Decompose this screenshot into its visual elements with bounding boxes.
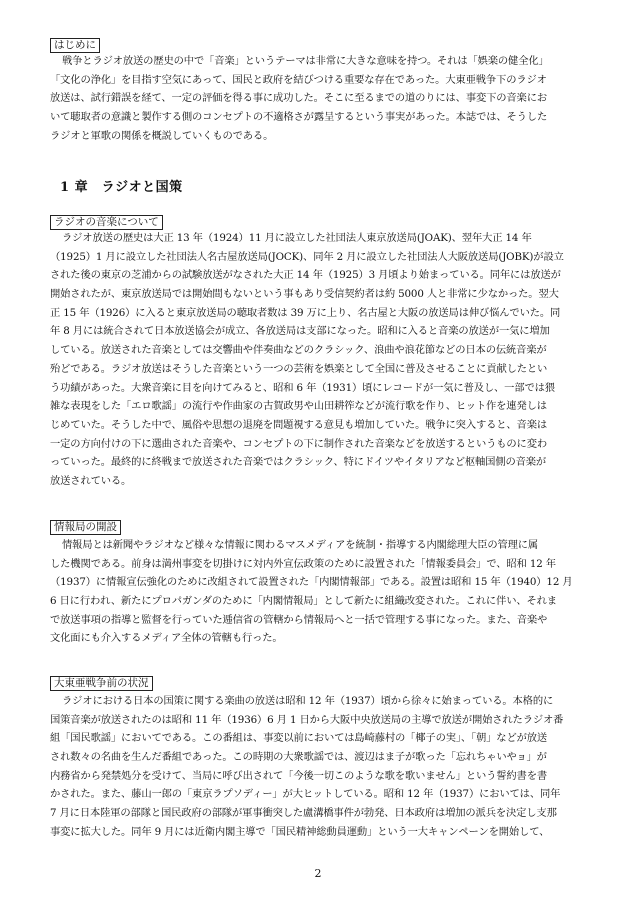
section-information-bureau-paragraph: [50, 536, 590, 648]
body-line: された後の東京の芝浦からの試験放送がなされた大正 14 年（1925）3 月頃より始まっている。同年には放送が: [50, 269, 561, 282]
body-line: っていった。最終的に終戦まで放送された音楽ではクラシック、特にドイツやイタリアなど枢軸国側の音楽が: [50, 456, 547, 469]
body-line: した機関である。前身は満州事変を切掛けに対内外宣伝政策のために設置された「情報委員会」で、昭和 12 年: [50, 557, 556, 570]
body-line: ラジオにおける日本の国策に関する楽曲の放送は昭和 12 年（1937）頃から徐々に始まっている。本格的に: [62, 695, 554, 707]
body-line: う功績があった。大衆音楽に目を向けてみると、昭和 6 年（1931）頃にレコードが一気に普及し、一部では猥: [50, 381, 555, 394]
body-line: （1937）に情報宣伝強化のために改組されて設置された「内閣情報部」である。設置は昭和 15 年（1940）12 月: [50, 576, 573, 589]
body-line: じめていた。そうした中で、風俗や思想の退廃を問題視する意見も増加していた。戦争に突入すると、音楽は: [50, 418, 547, 431]
body-line: 文化面にも介入するメディア全体の管轄も行った。: [50, 632, 283, 645]
body-line: 7 月に日本陸軍の部隊と国民政府の部隊が軍事衝突した盧溝橋事件が勃発、日本政府は増加の派兵を決定し支那: [50, 807, 557, 820]
page-number: 2: [314, 867, 322, 880]
intro-paragraph: [50, 52, 590, 145]
section-radio-music-paragraph: [50, 229, 590, 491]
body-line: 国策音楽が放送されたのは昭和 11 年（1936）6 月 1 日から大阪中央放送局の主導で放送が開始されたラジオ番: [50, 713, 564, 726]
section-heading-radio-music: ラジオの音楽について: [50, 215, 163, 230]
section-prewar-situation-paragraph: [50, 692, 590, 842]
section-heading-information-bureau: 情報局の開設: [50, 520, 121, 535]
body-line: 放送されている。: [50, 474, 132, 487]
body-line: 開始されたが、東京放送局では開始間もないという事もあり受信契約者は約 5000 人と非常に少なかった。翌大: [50, 288, 559, 301]
intro-heading: はじめに: [50, 38, 100, 53]
body-line: 6 日に行われ、新たにプロパガンダのために「内閣情報局」として新たに組織改変された。これに伴い、それま: [50, 595, 557, 608]
body-line: 情報局とは新聞やラジオなど様々な情報に関わるマスメディアを統制・指導する内閣総理大臣の管理に属: [62, 539, 539, 551]
body-line: 内務省から発禁処分を受けて、当局に呼び出されて「今後一切このような歌を歌いません」という誓約書を書: [50, 769, 547, 782]
section-heading-prewar-situation: 大東亜戦争前の状況: [50, 676, 153, 691]
body-line: 組「国民歌謡」においてである。この番組は、事変以前においては島崎藤村の「椰子の実」、「朝」などが放送: [50, 732, 548, 745]
chapter-title: 1 章 ラジオと国策: [60, 180, 183, 195]
intro-line: 戦争とラジオ放送の歴史の中で「音楽」というテーマは非常に大きな意味を持つ。それは「娯楽の健全化」: [62, 55, 549, 67]
body-line: 正 15 年（1926）に入ると東京放送局の聴取者数は 39 万に上り、名古屋と大阪の放送局は伸び悩んでいた。同: [50, 306, 561, 319]
intro-line: 放送は、試行錯誤を経て、一定の評価を得る事に成功した。そこに至るまでの道のりには、事変下の音楽にお: [50, 92, 547, 105]
body-line: している。放送された音楽としては交響曲や伴奏曲などのクラシック、浪曲や浪花節などの日本の伝統音楽が: [50, 344, 547, 357]
body-line: ラジオ放送の歴史は大正 13 年（1924）11 月に設立した社団法人東京放送局(JOAK)、翌年大正 14 年: [62, 232, 532, 244]
body-line: 一定の方向付けの下に選曲された音楽や、コンセプトの下に制作された音楽などを放送するというものに変わ: [50, 437, 547, 450]
body-line: で放送事項の指導と監督を行っていた逓信省の管轄から情報局へと一括で管理する事になった。また、音楽や: [50, 613, 548, 626]
body-line: 年 8 月には統合されて日本放送協会が成立、各放送局は支部になった。昭和に入ると音楽の放送が一気に増加: [50, 325, 550, 338]
intro-line: ラジオと軍歌の関係を概説していくものである。: [50, 129, 274, 142]
body-line: 殆どである。ラジオ放送はそうした音楽という一つの芸術を娯楽として全国に普及させることに貢献したとい: [50, 362, 548, 375]
intro-line: 「文化の浄化」を目指す空気にあって、国民と政府を結びつける重要な存在であった。大東亜戦争下のラジオ: [50, 73, 547, 86]
body-line: 事変に拡大した。同年 9 月には近衛内閣主導で「国民精神総動員運動」という一大キャンペーンを開始して、: [50, 825, 550, 838]
body-line: され数々の名曲を生んだ番組であった。この時期の大衆歌謡では、渡辺はま子が歌った「忘れちゃいやョ」が: [50, 751, 547, 764]
body-line: 雑な表現をした「エロ歌謡」の流行や作曲家の古賀政男や山田耕筰などが流行歌を作り、ヒット作を連発しは: [50, 400, 547, 413]
body-line: かされた。また、藤山一郎の「東京ラプソディー」が大ヒットしている。昭和 12 年（1937）においては、同年: [50, 788, 561, 801]
intro-line: いて聴取者の意識と製作する側のコンセプトの不適格さが露呈するという事実があった。本誌では、そうした: [50, 111, 548, 124]
body-line: （1925）1 月に設立した社団法人名古屋放送局(JOCK)、同年 2 月に設立した社団法人大阪放送局(JOBK)が設立: [50, 250, 564, 263]
